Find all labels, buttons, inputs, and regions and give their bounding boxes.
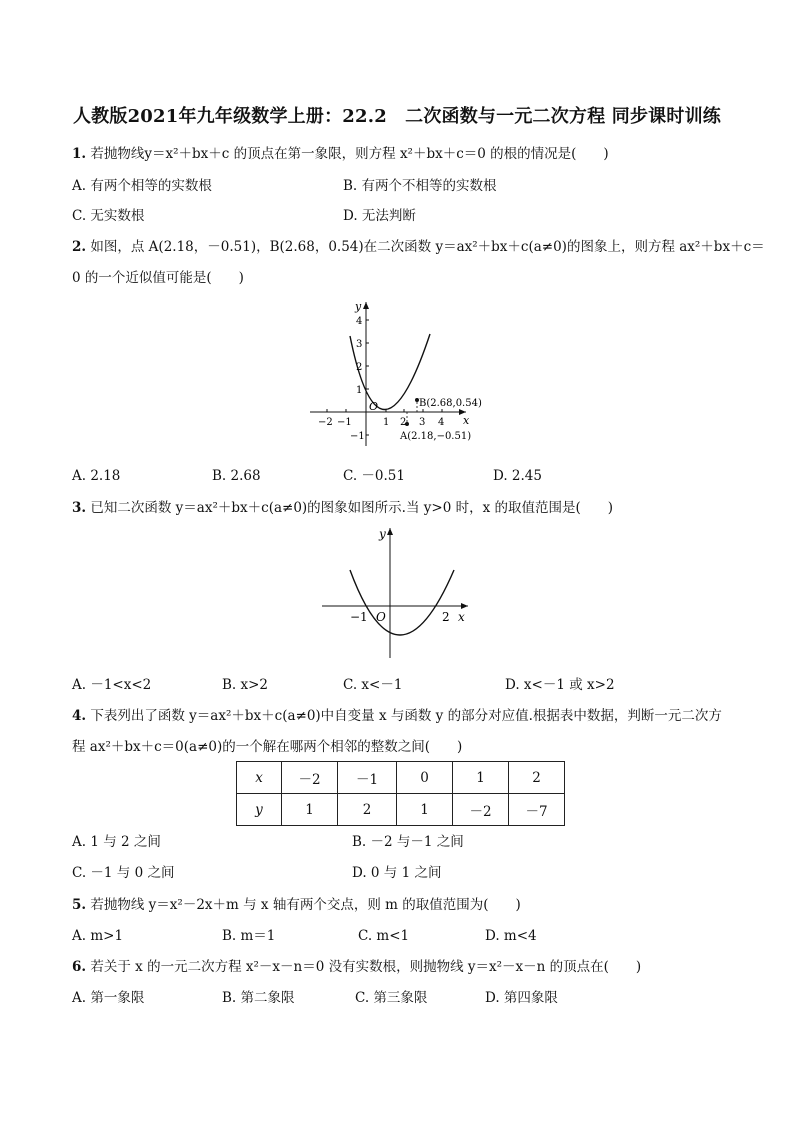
option-c: C. 无实数根 bbox=[72, 208, 145, 224]
option-b: B. x>2 bbox=[222, 677, 269, 693]
table-cell: －2 bbox=[282, 762, 338, 794]
option-d: D. 无法判断 bbox=[343, 208, 416, 224]
table-cell: －2 bbox=[453, 794, 509, 826]
option-c: C. m<1 bbox=[358, 928, 410, 944]
question-number: 6. bbox=[72, 959, 87, 975]
point-b-label: B(2.68,0.54) bbox=[419, 398, 482, 409]
x-tick-label: 4 bbox=[438, 417, 445, 428]
x-tick-label: 3 bbox=[419, 417, 426, 428]
question-4-continued: 程 ax²＋bx＋c＝0(a≠0)的一个解在哪两个相邻的整数之间( ) bbox=[72, 739, 463, 755]
x-tick-label: 1 bbox=[383, 417, 390, 428]
question-text: 下表列出了函数 y＝ax²＋bx＋c(a≠0)中自变量 x 与函数 y 的部分对应值.根据表中数据，判断一元二次方 bbox=[90, 708, 722, 724]
table-cell: 1 bbox=[397, 794, 453, 826]
option-c: C. －0.51 bbox=[343, 468, 405, 484]
question-number: 4. bbox=[72, 708, 87, 724]
option-b: B. m＝1 bbox=[222, 928, 276, 944]
question-4 bbox=[72, 707, 722, 725]
left-root-label: −1 bbox=[350, 610, 368, 624]
table-cell: 0 bbox=[397, 762, 453, 794]
option-d: D. 第四象限 bbox=[485, 990, 558, 1006]
parabola-curve bbox=[350, 570, 454, 635]
option-a: A. 1 与 2 之间 bbox=[72, 834, 161, 850]
x-axis-label: x bbox=[458, 610, 465, 624]
y-axis-label: y bbox=[355, 300, 362, 313]
table-cell: 2 bbox=[338, 794, 397, 826]
table-cell: －7 bbox=[509, 794, 565, 826]
y-tick-label: 3 bbox=[356, 339, 363, 350]
table-cell: －1 bbox=[338, 762, 397, 794]
table-header-x: x bbox=[237, 762, 282, 794]
table-cell: 2 bbox=[509, 762, 565, 794]
option-d: D. m<4 bbox=[485, 928, 537, 944]
option-c: C. 第三象限 bbox=[355, 990, 428, 1006]
option-a: A. －1<x<2 bbox=[72, 677, 152, 693]
table-cell: 1 bbox=[453, 762, 509, 794]
q3-parabola-graph bbox=[316, 522, 476, 662]
option-a: A. m>1 bbox=[72, 928, 124, 944]
question-2 bbox=[72, 238, 765, 256]
point-a-label: A(2.18,−0.51) bbox=[400, 431, 472, 442]
y-tick-label: 4 bbox=[356, 316, 363, 327]
question-1 bbox=[72, 145, 609, 163]
q2-parabola-graph bbox=[306, 294, 486, 454]
option-a: A. 2.18 bbox=[72, 468, 121, 484]
y-axis-arrow bbox=[363, 302, 369, 309]
x-axis-label: x bbox=[463, 414, 470, 427]
question-3 bbox=[72, 499, 613, 517]
question-number: 3. bbox=[72, 500, 87, 516]
option-c: C. －1 与 0 之间 bbox=[72, 865, 175, 881]
option-b: B. 2.68 bbox=[212, 468, 261, 484]
table-row bbox=[237, 794, 565, 826]
question-text: 若关于 x 的一元二次方程 x²－x－n＝0 没有实数根，则抛物线 y＝x²－x－n 的顶点在( ) bbox=[90, 959, 642, 975]
question-number: 5. bbox=[72, 897, 87, 913]
y-tick-label: −1 bbox=[350, 431, 365, 442]
table-row bbox=[237, 762, 565, 794]
x-axis-arrow bbox=[461, 603, 468, 609]
question-text: 已知二次函数 y＝ax²＋bx＋c(a≠0)的图象如图所示.当 y>0 时，x 的取值范围是( ) bbox=[90, 500, 614, 516]
option-c: C. x<－1 bbox=[343, 677, 403, 693]
y-axis-label: y bbox=[379, 527, 386, 541]
x-tick-label: −1 bbox=[337, 417, 352, 428]
question-text: 若抛物线 y＝x²－2x＋m 与 x 轴有两个交点，则 m 的取值范围为( ) bbox=[90, 897, 521, 913]
question-number: 2. bbox=[72, 239, 87, 255]
value-table bbox=[236, 761, 565, 826]
x-tick-label: −2 bbox=[318, 417, 333, 428]
table-header-y: y bbox=[237, 794, 282, 826]
option-b: B. 有两个不相等的实数根 bbox=[343, 178, 497, 194]
document-title: 人教版2021年九年级数学上册：22.2 二次函数与一元二次方程 同步课时训练 bbox=[72, 106, 721, 127]
option-d: D. 2.45 bbox=[493, 468, 542, 484]
question-5 bbox=[72, 896, 521, 914]
option-b: B. －2 与－1 之间 bbox=[352, 834, 464, 850]
option-d: D. 0 与 1 之间 bbox=[352, 865, 442, 881]
y-tick-label: 2 bbox=[356, 362, 363, 373]
origin-label: O bbox=[369, 400, 379, 413]
option-a: A. 第一象限 bbox=[72, 990, 145, 1006]
origin-label: O bbox=[376, 610, 386, 624]
y-tick-label: 1 bbox=[356, 385, 363, 396]
option-b: B. 第二象限 bbox=[222, 990, 295, 1006]
question-6 bbox=[72, 958, 641, 976]
question-text: 如图，点 A(2.18，－0.51)，B(2.68，0.54)在二次函数 y＝ax²＋bx＋c(a≠0)的图象上，则方程 ax²＋bx＋c＝ bbox=[90, 239, 765, 255]
table-cell: 1 bbox=[282, 794, 338, 826]
question-2-continued: 0 的一个近似值可能是( ) bbox=[72, 270, 244, 286]
option-d: D. x<－1 或 x>2 bbox=[505, 677, 615, 693]
question-number: 1. bbox=[72, 146, 87, 162]
option-a: A. 有两个相等的实数根 bbox=[72, 178, 212, 194]
right-root-label: 2 bbox=[442, 610, 450, 624]
y-axis-arrow bbox=[387, 528, 393, 535]
x-tick-label: 2 bbox=[400, 417, 407, 428]
question-text: 若抛物线y＝x²＋bx＋c 的顶点在第一象限，则方程 x²＋bx＋c＝0 的根的情况是( ) bbox=[90, 146, 609, 162]
